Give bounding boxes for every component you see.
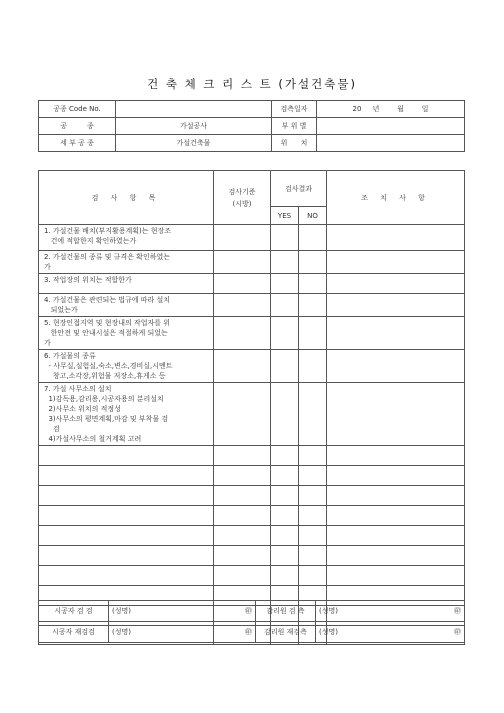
signature-right-label: 감리원 검 측 bbox=[256, 601, 316, 622]
checklist-item-line: 4)가설사무소의 철거계획 고려 bbox=[44, 435, 142, 443]
page-title: 건 축 체 크 리 스 트 (가설건축물) bbox=[147, 77, 357, 91]
checklist-item-line: 검 bbox=[44, 425, 60, 433]
header-table bbox=[38, 100, 465, 152]
seal-mark: ㊞ bbox=[454, 628, 461, 636]
checklist-item-line: 건에 적합한지 확인하였는가 bbox=[44, 237, 137, 245]
checklist-row bbox=[39, 566, 465, 586]
seal-mark: ㊞ bbox=[245, 628, 252, 636]
checklist-row bbox=[39, 546, 465, 566]
yes-cell[interactable] bbox=[271, 466, 299, 486]
seal-mark: ㊞ bbox=[454, 607, 461, 615]
criteria-cell[interactable] bbox=[214, 251, 271, 274]
checklist-row bbox=[39, 486, 465, 506]
no-cell[interactable] bbox=[299, 317, 327, 350]
col-yes-header: YES bbox=[271, 207, 299, 225]
checklist-item-text bbox=[39, 506, 214, 526]
no-cell[interactable] bbox=[299, 546, 327, 566]
signature-left-value[interactable] bbox=[109, 622, 256, 643]
action-cell[interactable] bbox=[327, 446, 465, 466]
header-cell: 세 부 공 종 bbox=[39, 135, 116, 152]
checklist-item-text bbox=[39, 466, 214, 486]
no-cell[interactable] bbox=[299, 225, 327, 251]
criteria-cell[interactable] bbox=[214, 566, 271, 586]
yes-cell[interactable] bbox=[271, 383, 299, 446]
yes-cell[interactable] bbox=[271, 317, 299, 350]
yes-cell[interactable] bbox=[271, 294, 299, 317]
yes-cell[interactable] bbox=[271, 546, 299, 566]
criteria-cell[interactable] bbox=[214, 466, 271, 486]
checklist-item-text bbox=[39, 317, 214, 350]
criteria-cell[interactable] bbox=[214, 486, 271, 506]
criteria-cell[interactable] bbox=[214, 350, 271, 383]
criteria-cell[interactable] bbox=[214, 294, 271, 317]
header-cell: 공 종 bbox=[39, 118, 116, 135]
signature-row bbox=[39, 601, 465, 622]
no-cell[interactable] bbox=[299, 566, 327, 586]
checklist-item-line: 한안전 및 안내시설은 적절하게 되었는 bbox=[44, 329, 168, 337]
checklist-item-line: 7. 가설 사무소의 설치 bbox=[44, 385, 112, 393]
no-cell[interactable] bbox=[299, 383, 327, 446]
seal-mark: ㊞ bbox=[245, 607, 252, 615]
criteria-cell[interactable] bbox=[214, 446, 271, 466]
criteria-cell[interactable] bbox=[214, 225, 271, 251]
signature-table bbox=[38, 600, 465, 643]
header-cell[interactable]: 가설건축물 bbox=[116, 135, 272, 152]
action-cell[interactable] bbox=[327, 294, 465, 317]
checklist-item-text bbox=[39, 225, 214, 251]
no-cell[interactable] bbox=[299, 526, 327, 546]
signature-row bbox=[39, 622, 465, 643]
checklist-row bbox=[39, 294, 465, 317]
yes-cell[interactable] bbox=[271, 350, 299, 383]
action-cell[interactable] bbox=[327, 546, 465, 566]
checklist-item-line: 1. 가설건물 배치(부지활용계획)는 현장조 bbox=[44, 227, 172, 235]
header-cell[interactable] bbox=[116, 101, 272, 118]
checklist-item-line: 가 bbox=[44, 339, 51, 347]
checklist-item-line: - 사무실,실험실,숙소,변소,경비실,시멘트 bbox=[44, 362, 173, 370]
signature-left-value[interactable] bbox=[109, 601, 256, 622]
signature-left-label: 시공자 재검검 bbox=[39, 622, 109, 643]
checklist-item-text bbox=[39, 446, 214, 466]
criteria-cell[interactable] bbox=[214, 506, 271, 526]
yes-cell[interactable] bbox=[271, 225, 299, 251]
action-cell[interactable] bbox=[327, 526, 465, 546]
no-cell[interactable] bbox=[299, 294, 327, 317]
checklist-item-text bbox=[39, 526, 214, 546]
col-criteria-header: 검사기준 (시방) bbox=[214, 171, 271, 225]
checklist-row bbox=[39, 446, 465, 466]
checklist-item-text bbox=[39, 566, 214, 586]
criteria-cell[interactable] bbox=[214, 546, 271, 566]
checklist-item-line: 되었는가 bbox=[44, 306, 78, 314]
checklist-item-text bbox=[39, 546, 214, 566]
checklist-item-line: 4. 가설건물은 관련되는 법규에 따라 설치 bbox=[44, 296, 170, 304]
checklist-item-line: 3)사무소의 평면계획,마감 및 부착물 검 bbox=[44, 415, 169, 423]
checklist-item-line: 창고,소각장,위험물 저장소,휴게소 등 bbox=[44, 372, 166, 380]
yes-cell[interactable] bbox=[271, 506, 299, 526]
action-cell[interactable] bbox=[327, 274, 465, 294]
yes-cell[interactable] bbox=[271, 446, 299, 466]
signature-left-label: 시공자 검 검 bbox=[39, 601, 109, 622]
no-cell[interactable] bbox=[299, 350, 327, 383]
checklist-item-line: 2)사무소 위치의 적정성 bbox=[44, 405, 121, 413]
action-cell[interactable] bbox=[327, 486, 465, 506]
no-cell[interactable] bbox=[299, 466, 327, 486]
checklist-item-line: 1)감독용,감리용,시공자용의 분리설치 bbox=[44, 395, 164, 403]
checklist-row bbox=[39, 466, 465, 486]
no-cell[interactable] bbox=[299, 446, 327, 466]
checklist-item-text bbox=[39, 383, 214, 446]
header-cell[interactable]: 가설공사 bbox=[116, 118, 272, 135]
signature-name-placeholder: (성명) bbox=[112, 607, 131, 615]
signature-right-value[interactable] bbox=[316, 622, 465, 643]
checklist-item-text bbox=[39, 486, 214, 506]
checklist-item-text bbox=[39, 274, 214, 294]
checklist-item-line: 3. 작업장의 위치는 적합한가 bbox=[44, 276, 132, 284]
checklist-item-text bbox=[39, 294, 214, 317]
yes-cell[interactable] bbox=[271, 251, 299, 274]
criteria-cell[interactable] bbox=[214, 383, 271, 446]
action-cell[interactable] bbox=[327, 251, 465, 274]
action-cell[interactable] bbox=[327, 383, 465, 446]
header-cell[interactable] bbox=[317, 135, 465, 152]
header-cell: 부 위 별 bbox=[272, 118, 317, 135]
checklist-row bbox=[39, 225, 465, 251]
col-action-header: 조 치 사 항 bbox=[327, 171, 465, 225]
signature-name-placeholder: (성명) bbox=[112, 628, 131, 636]
col-result-header: 검사결과 bbox=[271, 171, 327, 207]
checklist-item-line: 가 bbox=[44, 263, 51, 271]
checklist-row bbox=[39, 251, 465, 274]
header-code-row bbox=[39, 101, 465, 118]
no-cell[interactable] bbox=[299, 506, 327, 526]
yes-cell[interactable] bbox=[271, 486, 299, 506]
header-trade-row bbox=[39, 118, 465, 135]
checklist-row bbox=[39, 506, 465, 526]
signature-name-placeholder: (성명) bbox=[319, 607, 338, 615]
criteria-cell[interactable] bbox=[214, 526, 271, 546]
no-cell[interactable] bbox=[299, 274, 327, 294]
checklist-table bbox=[38, 170, 465, 645]
checklist-row bbox=[39, 350, 465, 383]
header-subtrade-row bbox=[39, 135, 465, 152]
action-cell[interactable] bbox=[327, 225, 465, 251]
signature-name-placeholder: (성명) bbox=[319, 628, 338, 636]
action-cell[interactable] bbox=[327, 566, 465, 586]
checklist-item-line: 2. 가설건물의 종류 및 규격은 확인하였는 bbox=[44, 253, 170, 261]
checklist-row bbox=[39, 317, 465, 350]
header-cell[interactable]: 20 년 월 일 bbox=[317, 101, 465, 118]
yes-cell[interactable] bbox=[271, 566, 299, 586]
header-cell: 검측일자 bbox=[272, 101, 317, 118]
action-cell[interactable] bbox=[327, 317, 465, 350]
header-cell: 공종 Code No. bbox=[39, 101, 116, 118]
criteria-cell[interactable] bbox=[214, 274, 271, 294]
criteria-cell[interactable] bbox=[214, 317, 271, 350]
action-cell[interactable] bbox=[327, 506, 465, 526]
checklist-item-text bbox=[39, 251, 214, 274]
checklist-row bbox=[39, 383, 465, 446]
action-cell[interactable] bbox=[327, 350, 465, 383]
checklist-header-row bbox=[39, 171, 465, 207]
checklist-item-line: 6. 가설물의 종류 bbox=[44, 352, 96, 360]
signature-right-value[interactable] bbox=[316, 601, 465, 622]
no-cell[interactable] bbox=[299, 251, 327, 274]
action-cell[interactable] bbox=[327, 466, 465, 486]
yes-cell[interactable] bbox=[271, 526, 299, 546]
checklist-item-text bbox=[39, 350, 214, 383]
col-item-header: 검 사 항 목 bbox=[39, 171, 214, 225]
checklist-item-line: 5. 현장인접지역 및 현장내의 작업자를 위 bbox=[44, 319, 170, 327]
yes-cell[interactable] bbox=[271, 274, 299, 294]
header-cell[interactable] bbox=[317, 118, 465, 135]
header-cell: 위 치 bbox=[272, 135, 317, 152]
checklist-row bbox=[39, 274, 465, 294]
signature-right-label: 감리원 재검측 bbox=[256, 622, 316, 643]
checklist-row bbox=[39, 526, 465, 546]
col-no-header: NO bbox=[299, 207, 327, 225]
no-cell[interactable] bbox=[299, 486, 327, 506]
